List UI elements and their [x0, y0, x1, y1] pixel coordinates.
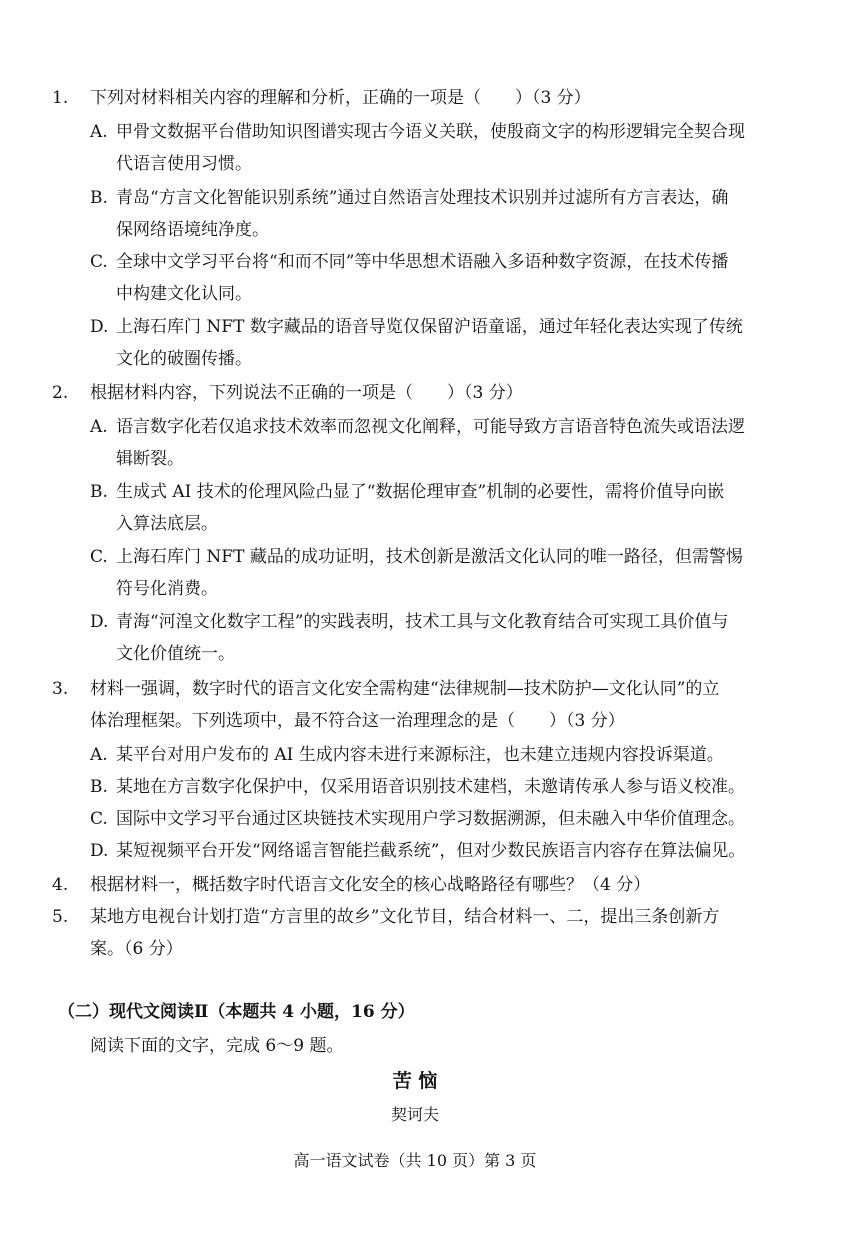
option-d [90, 606, 790, 670]
option-text: 代语言使用习惯。 [116, 154, 252, 174]
option-b [90, 771, 790, 803]
option-b [90, 182, 790, 246]
option-label: D. [90, 841, 109, 861]
option-text: 语言数字化若仅追求技术效率而忽视文化阐释，可能导致方言语音特色流失或语法逻 [116, 417, 745, 437]
question-number: 1. [52, 88, 69, 108]
section-heading: （二）现代文阅读Ⅱ（本题共 4 小题，16 分） [58, 1002, 415, 1022]
question-number: 4. [52, 875, 69, 895]
option-text: 某地在方言数字化保护中，仅采用语音识别技术建档，未邀请传承人参与语义校准。 [116, 777, 745, 797]
stem-line: 根据材料内容，下列说法不正确的一项是（ ）（3 分） [90, 383, 523, 403]
option-text: 文化的破圈传播。 [116, 349, 252, 369]
option-a [90, 739, 790, 771]
question-stem [90, 82, 790, 114]
question-stem [90, 869, 790, 901]
option-text: 辑断裂。 [116, 449, 184, 469]
section-intro: 阅读下面的文字，完成 6～9 题。 [90, 1036, 344, 1056]
stem-line: 材料一强调，数字时代的语言文化安全需构建“法律规制—技术防护—文化认同”的立 [90, 679, 720, 699]
option-label: B. [90, 482, 108, 502]
option-text: 甲骨文数据平台借助知识图谱实现古今语义关联，使殷商文字的构形逻辑完全契合现 [116, 122, 745, 142]
option-text: 生成式 AI 技术的伦理风险凸显了“数据伦理审查”机制的必要性，需将价值导向嵌 [116, 482, 725, 502]
option-text: 上海石库门 NFT 数字藏品的语音导览仅保留沪语童谣，通过年轻化表达实现了传统 [116, 317, 743, 337]
option-label: A. [90, 745, 108, 765]
option-label: A. [90, 417, 108, 437]
option-text: 青岛“方言文化智能识别系统”通过自然语言处理技术识别并过滤所有方言表达，确 [116, 188, 729, 208]
question-number: 3. [52, 679, 69, 699]
option-c [90, 246, 790, 310]
option-label: D. [90, 317, 109, 337]
passage-author: 契诃夫 [390, 1105, 439, 1124]
option-c [90, 803, 790, 835]
option-label: C. [90, 809, 108, 829]
option-text: 入算法底层。 [116, 514, 218, 534]
page-footer: 高一语文试卷（共 10 页）第 3 页 [293, 1151, 537, 1170]
option-label: D. [90, 612, 109, 632]
question-stem [90, 377, 790, 409]
option-text: 中构建文化认同。 [116, 284, 252, 304]
option-label: A. [90, 122, 108, 142]
option-text: 青海“河湟文化数字工程”的实践表明，技术工具与文化教育结合可实现工具价值与 [116, 612, 729, 632]
question-number: 2. [52, 383, 69, 403]
option-label: C. [90, 252, 108, 272]
option-c [90, 541, 790, 605]
stem-line: 根据材料一，概括数字时代语言文化安全的核心战略路径有哪些？（4 分） [90, 875, 651, 895]
option-text: 保网络语境纯净度。 [116, 220, 269, 240]
option-a [90, 411, 790, 475]
option-d [90, 311, 790, 375]
option-a [90, 116, 790, 180]
option-label: B. [90, 188, 108, 208]
option-text: 国际中文学习平台通过区块链技术实现用户学习数据溯源，但未融入中华价值理念。 [116, 809, 745, 829]
option-text: 某短视频平台开发“网络谣言智能拦截系统”，但对少数民族语言内容存在算法偏见。 [116, 841, 746, 861]
option-text: 上海石库门 NFT 藏品的成功证明，技术创新是激活文化认同的唯一路径，但需警惕 [116, 547, 743, 567]
question-number: 5. [52, 907, 69, 927]
option-d [90, 835, 790, 867]
option-text: 符号化消费。 [116, 579, 218, 599]
stem-line: 某地方电视台计划打造“方言里的故乡”文化节目，结合材料一、二，提出三条创新方 [90, 907, 720, 927]
option-text: 全球中文学习平台将“和而不同”等中华思想术语融入多语种数字资源，在技术传播 [116, 252, 729, 272]
option-text: 某平台对用户发布的 AI 生成内容未进行来源标注，也未建立违规内容投诉渠道。 [116, 745, 724, 765]
question-stem [90, 673, 790, 737]
question-stem [90, 901, 790, 965]
stem-line: 下列对材料相关内容的理解和分析，正确的一项是（ ）（3 分） [90, 88, 591, 108]
option-label: C. [90, 547, 108, 567]
option-label: B. [90, 777, 108, 797]
stem-line: 体治理框架。下列选项中，最不符合这一治理理念的是（ ）（3 分） [90, 711, 625, 731]
stem-line: 案。（6 分） [90, 939, 183, 959]
passage-title: 苦 恼 [392, 1070, 438, 1092]
option-b [90, 476, 790, 540]
option-text: 文化价值统一。 [116, 644, 235, 664]
